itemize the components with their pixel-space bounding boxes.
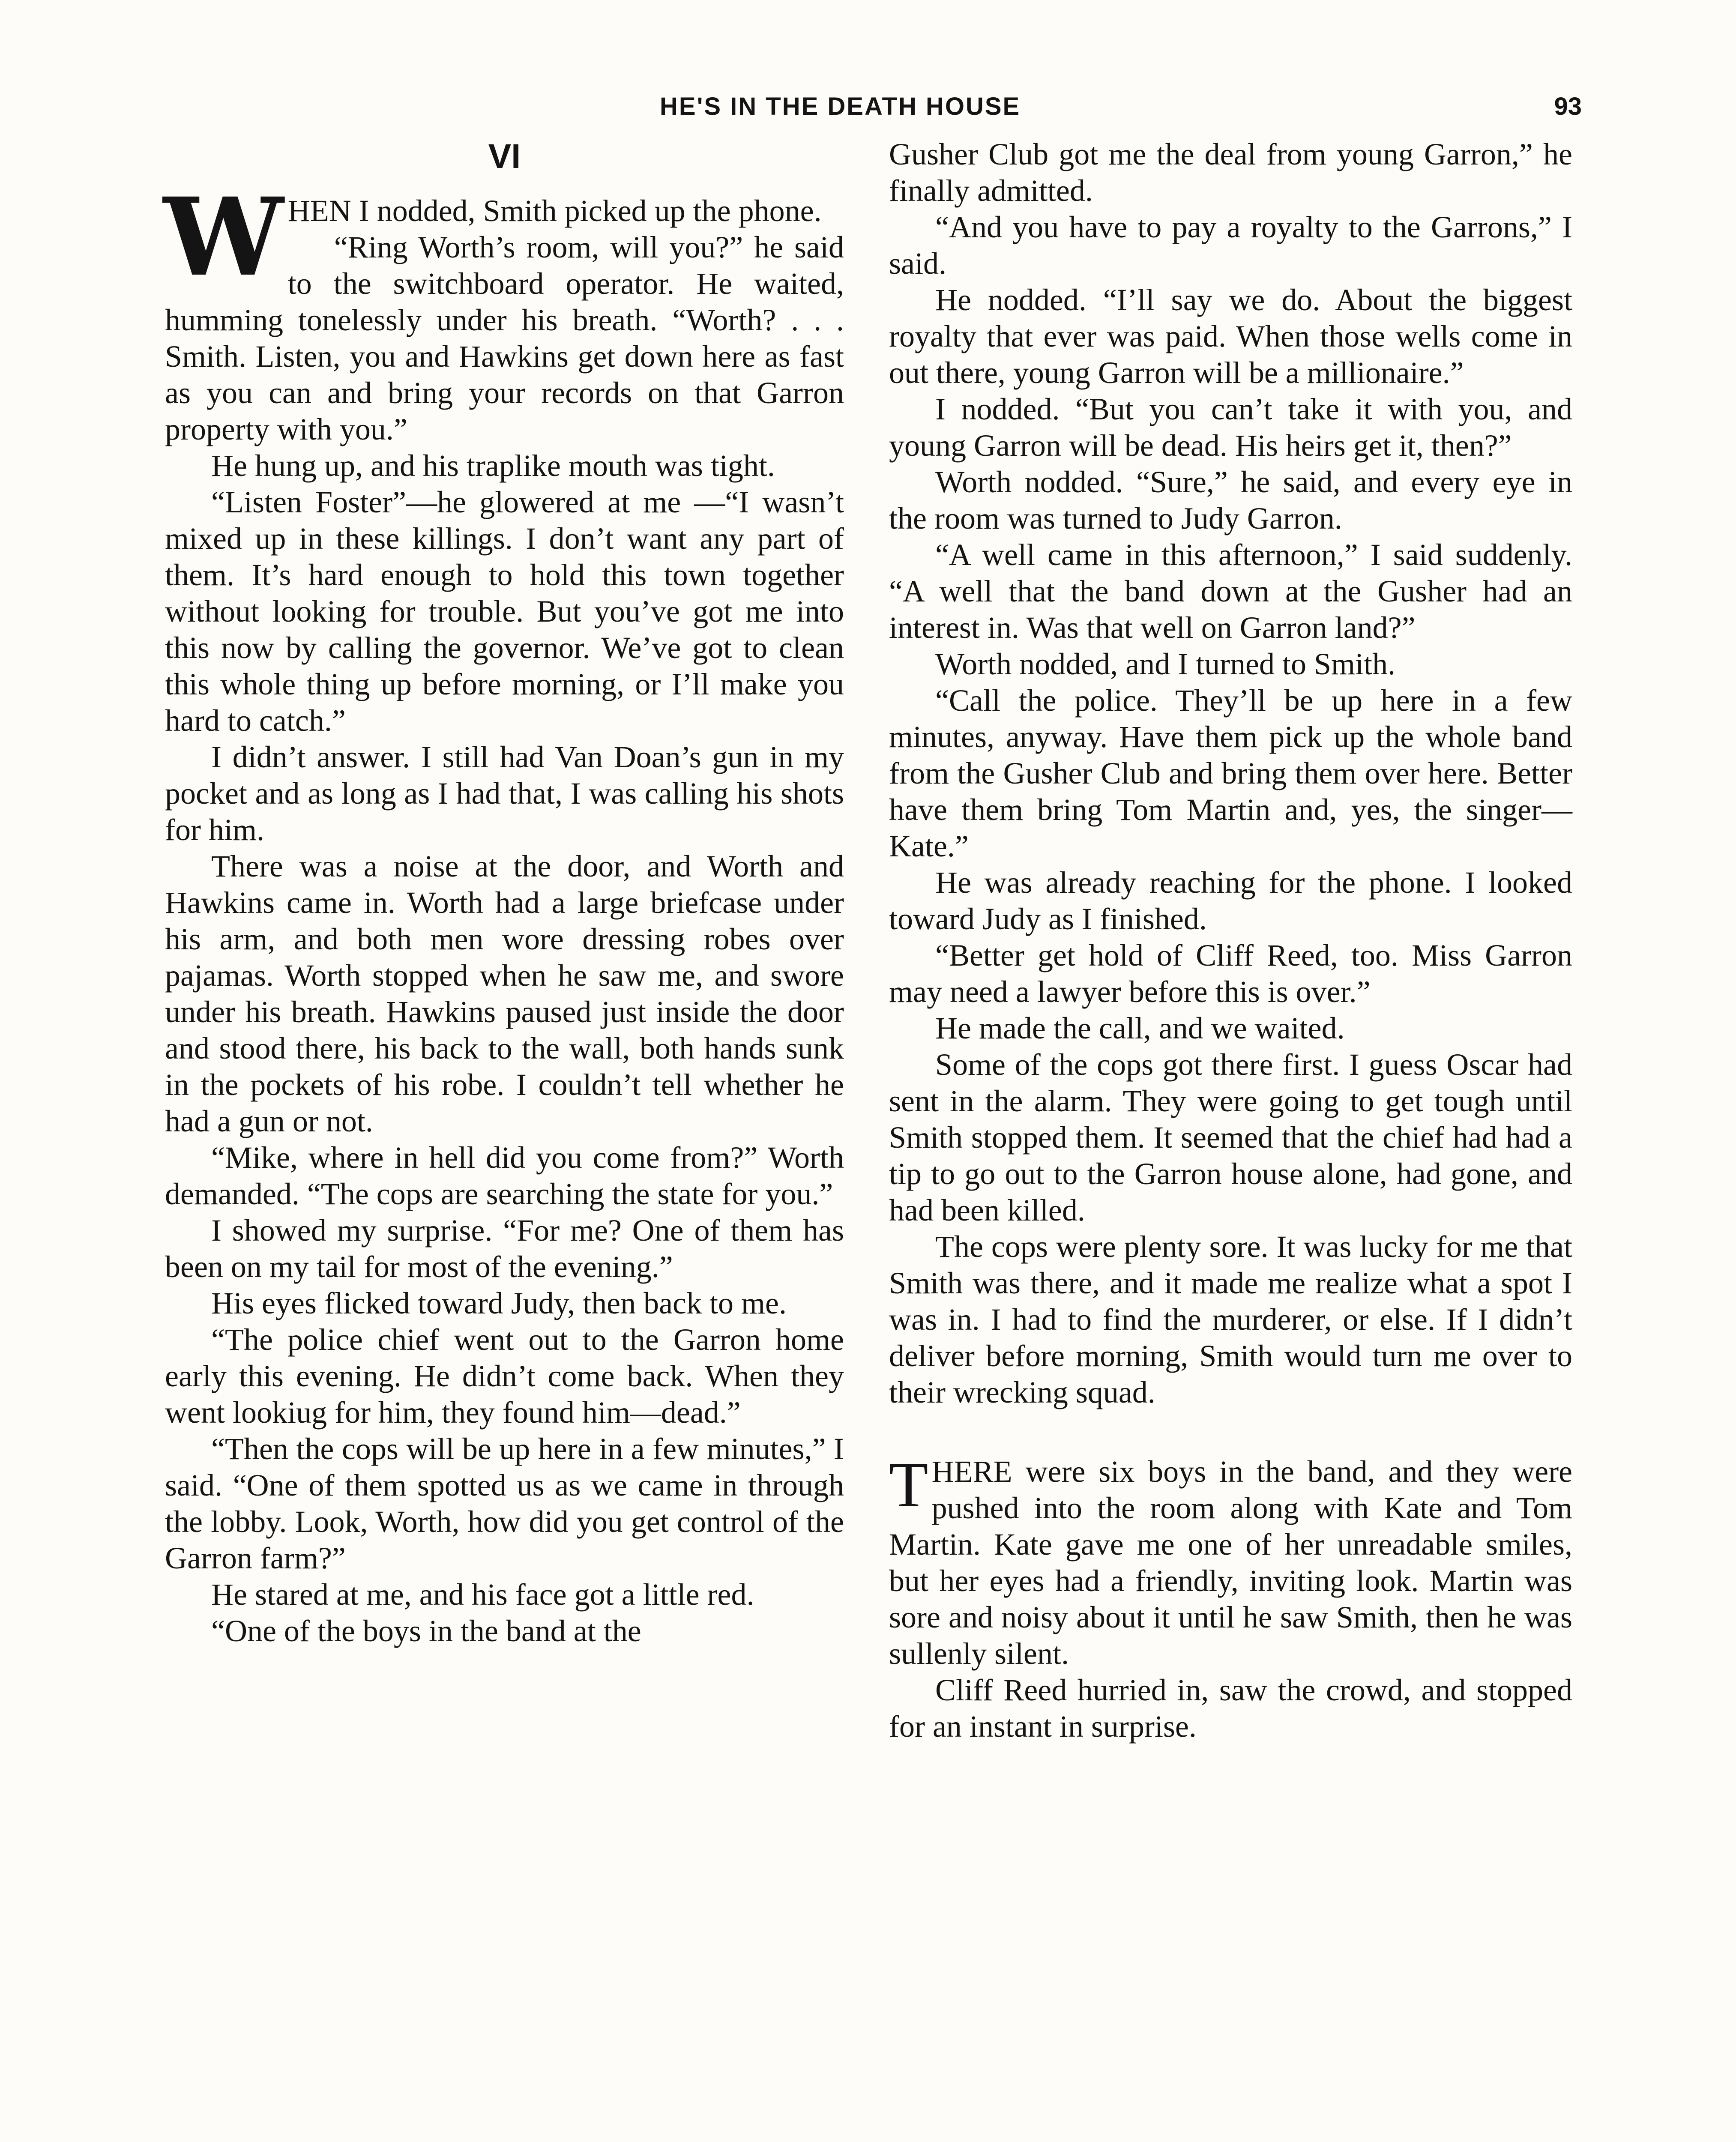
paragraph: “Listen Foster”—he glowered at me —“I wasn’t mixed up in these killings. I don’t want any part of them. It’s hard enough to hold this town together without looking for trouble. But you’ve got me into this now by calling the governor. We’ve got to clean this whole thing up before morning, or I’ll make you hard to catch.” [165, 485, 844, 738]
paragraph: Worth nodded. “Sure,” he said, and every eye in the room was turned to Judy Garron. [889, 465, 1572, 536]
paragraph: “Better get hold of Cliff Reed, too. Miss Garron may need a lawyer before this is over.” [889, 938, 1572, 1009]
paragraph: I nodded. “But you can’t take it with you, and young Garron will be dead. His heirs get it, then?” [889, 392, 1572, 463]
paragraph: He nodded. “I’ll say we do. About the biggest royalty that ever was paid. When those wells come in out there, young Garron will be a millionaire.” [889, 283, 1572, 390]
paragraph: The cops were plenty sore. It was lucky for me that Smith was there, and it made me realize what a spot I was in. I had to find the murderer, or else. If I didn’t deliver before morning, Smith would turn me over to their wrecking squad. [889, 1230, 1572, 1409]
paragraph: “Call the police. They’ll be up here in a few minutes, anyway. Have them pick up the whole band from the Gusher Club and bring them over here. Better have them bring Tom Martin and, yes, the singer—Kate.” [889, 683, 1572, 863]
paragraph: Cliff Reed hurried in, saw the crowd, and stopped for an instant in surprise. [889, 1673, 1572, 1744]
running-header: HE'S IN THE DEATH HOUSE [660, 93, 1021, 120]
paragraph: “The police chief went out to the Garron home early this evening. He didn’t come back. When they went lookiug for him, they found him—dead.” [165, 1322, 844, 1430]
paragraph: He stared at me, and his face got a little red. [211, 1577, 754, 1612]
page-number: 93 [1554, 93, 1582, 120]
paragraph: He was already reaching for the phone. I looked toward Judy as I finished. [889, 865, 1572, 936]
paragraph: “A well came in this afternoon,” I said suddenly. “A well that the band down at the Gusher had an interest in. Was that well on Garron land?” [889, 538, 1572, 645]
paragraph: I showed my surprise. “For me? One of them has been on my tail for most of the evening.” [165, 1213, 844, 1284]
paragraph: “Mike, where in hell did you come from?” Worth demanded. “The cops are searching the state for you.” [165, 1140, 844, 1211]
section-opening-paragraph [889, 1449, 1572, 1672]
paragraph: He made the call, and we waited. [935, 1011, 1345, 1045]
drop-cap: T [889, 1449, 928, 1520]
paragraph: Some of the cops got there first. I guess Oscar had sent in the alarm. They were going to get tough until Smith stopped them. It seemed that the chief had had a tip to go out to the Garron house alone, had gone, and had been killed. [889, 1047, 1572, 1227]
left-column [165, 137, 844, 1649]
paragraph: Worth nodded, and I turned to Smith. [935, 647, 1396, 681]
continued-paragraph: Gusher Club got me the deal from young Garron,” he finally admitted. [889, 137, 1572, 208]
paragraph: “Then the cops will be up here in a few minutes,” I said. “One of them spotted us as we came in through the lobby. Look, Worth, how did you get control of the Garron farm?” [165, 1432, 844, 1575]
paragraph: I didn’t answer. I still had Van Doan’s gun in my pocket and as long as I had that, I was calling his shots for him. [165, 740, 844, 847]
paragraph: His eyes flicked toward Judy, then back to me. [211, 1286, 787, 1320]
section-break [889, 1411, 1572, 1454]
paragraph: He hung up, and his traplike mouth was tight. [211, 449, 775, 483]
paragraph: There was a noise at the door, and Worth and Hawkins came in. Worth had a large briefcase under his arm, and both men wore dressing robes over pajamas. Worth stopped when he saw me, and swore under his breath. Hawkins paused just inside the door and stood there, his back to the wall, both hands sunk in the pockets of his robe. I couldn’t tell whether he had a gun or not. [165, 849, 844, 1138]
paragraph: “And you have to pay a royalty to the Garrons,” I said. [889, 210, 1572, 281]
chapter-number: VI [488, 137, 521, 175]
opening-text: HERE were six boys in the band, and they were pushed into the room along with Kate and Tom Martin. Kate gave me one of her unreadable smiles, but her eyes had a friendly, inviting look. Martin was sore and noisy about it until he saw Smith, then he was sullenly silent. [889, 1454, 1572, 1671]
opening-text: HEN I nodded, Smith picked up the phone. [287, 194, 822, 228]
paragraph: “One of the boys in the band at the [211, 1614, 641, 1648]
right-column [889, 136, 1572, 1745]
chapter-opening-paragraph [163, 174, 844, 300]
drop-cap: W [163, 174, 284, 300]
paragraph: “Ring Worth’s room, will you?” he said to the switchboard operator. He waited, humming tonelessly under his breath. “Worth? . . . Smith. Listen, you and Hawkins get down here as fast as you can and bring your records on that Garron property with you.” [165, 230, 844, 446]
